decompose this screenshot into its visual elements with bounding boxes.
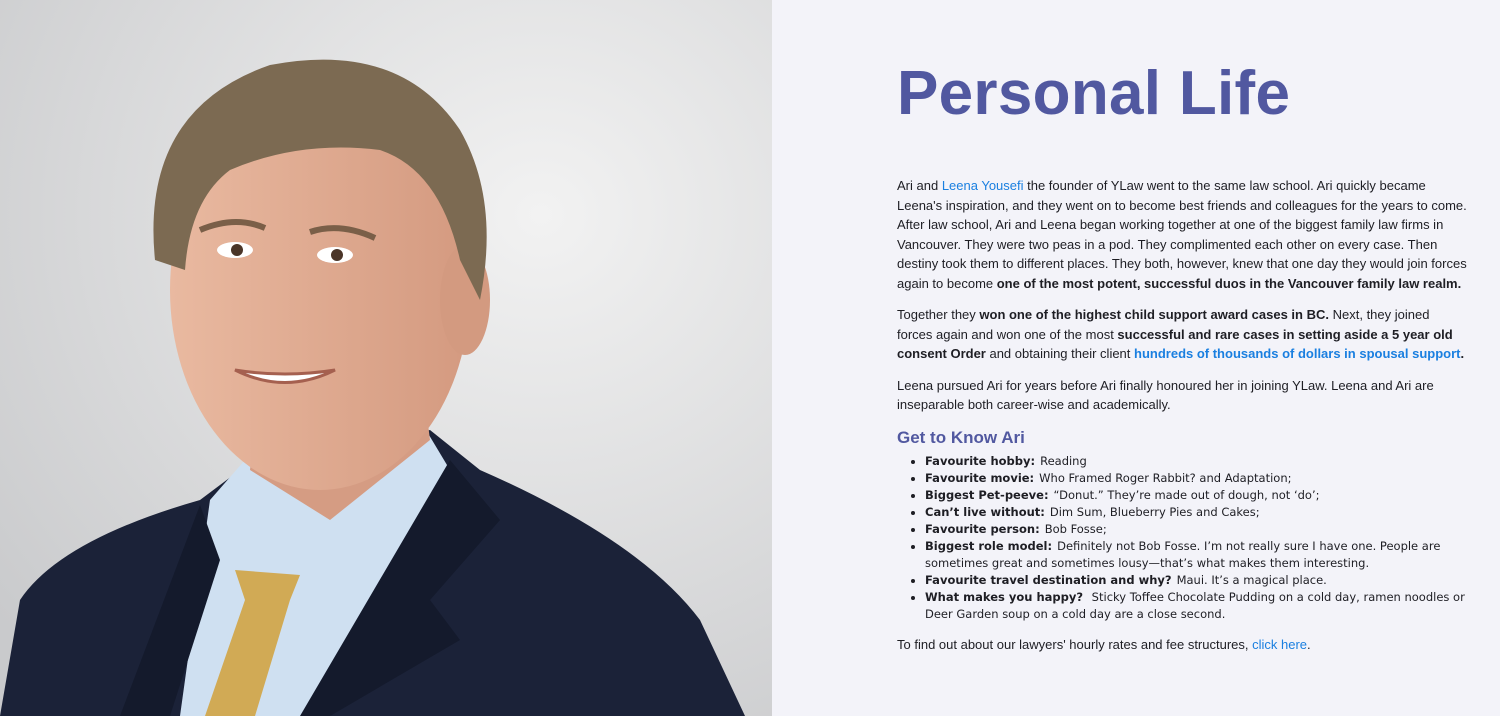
list-item — [925, 538, 1467, 572]
fact-label: Biggest Pet-peeve: — [925, 487, 1049, 502]
list-item — [925, 470, 1467, 487]
text: and obtaining their client — [985, 346, 1135, 361]
fact-label: Biggest role model: — [925, 538, 1053, 553]
fact-label: Can’t live without: — [925, 504, 1045, 519]
list-item — [925, 453, 1467, 470]
fact-value: “Donut.” They’re made out of dough, not ‘do’; — [1053, 487, 1320, 502]
closing-paragraph: Leena pursued Ari for years before Ari finally honoured her in joining YLaw. Leena and Ari are inseparable both career-wise and academically. — [897, 377, 1434, 412]
bold-text: won one of the highest child support award cases in BC. — [979, 307, 1329, 322]
intro-paragraph — [897, 176, 1467, 293]
list-item — [925, 589, 1467, 623]
bold-text: one of the most potent, successful duos in the Vancouver family law realm. — [996, 275, 1462, 291]
list-item — [925, 572, 1467, 589]
list-item — [925, 504, 1467, 521]
fact-label: What makes you happy? — [925, 589, 1084, 604]
fact-value: Dim Sum, Blueberry Pies and Cakes; — [1049, 504, 1260, 519]
text: To find out about our lawyers' hourly rates and fee structures, — [897, 636, 1253, 652]
fact-value: Definitely not Bob Fosse. I’m not really sure I have one. People are sometimes great and sometimes lousy—that’s what makes them interesting. — [925, 538, 1441, 570]
list-item — [925, 521, 1467, 538]
fact-value: Reading — [1040, 453, 1087, 468]
text: Ari and — [897, 178, 942, 193]
text: . — [1460, 346, 1465, 361]
fact-label: Favourite movie: — [925, 470, 1035, 485]
personal-life-section — [897, 58, 1467, 666]
fact-value: Bob Fosse; — [1044, 521, 1107, 536]
facts-list — [897, 453, 1467, 623]
text: Next, they joined forces again and won one of the most — [897, 307, 1430, 342]
fact-value: Who Framed Roger Rabbit? and Adaptation; — [1039, 470, 1292, 485]
spousal-support-link[interactable]: hundreds of thousands of dollars in spousal support — [1134, 346, 1461, 361]
text: . — [1307, 636, 1311, 652]
fact-value: Sticky Toffee Chocolate Pudding on a cold day, ramen noodles or Deer Garden soup on a cold day are a close second. — [925, 589, 1465, 621]
page-title: Personal Life — [897, 59, 1291, 128]
click-here-link[interactable]: click here — [1252, 636, 1308, 652]
achievements-paragraph — [897, 305, 1467, 364]
text: the founder of YLaw went to the same law school. Ari quickly became Leena's inspiration, and they went on to become best friends and colleagues for the years to come. After law school, Ari and Leena began working together at one of the biggest family law firms in Vancouver. They were two peas in a pod. They complimented each other on every case. Then destiny took them to different places. They both, however, knew that one day they would join forces again to become — [897, 178, 1467, 291]
fact-label: Favourite hobby: — [925, 453, 1036, 468]
fees-paragraph — [897, 635, 1467, 655]
text: Together they — [897, 307, 980, 322]
fact-label: Favourite travel destination and why? — [925, 572, 1172, 587]
bold-text: successful and rare cases in setting aside a 5 year old consent Order — [897, 326, 1453, 361]
list-item — [925, 487, 1467, 504]
leena-yousefi-link[interactable]: Leena Yousefi — [941, 178, 1024, 193]
fact-label: Favourite person: — [925, 521, 1040, 536]
get-to-know-heading: Get to Know Ari — [897, 427, 1025, 447]
fact-value: Maui. It’s a magical place. — [1176, 572, 1327, 587]
